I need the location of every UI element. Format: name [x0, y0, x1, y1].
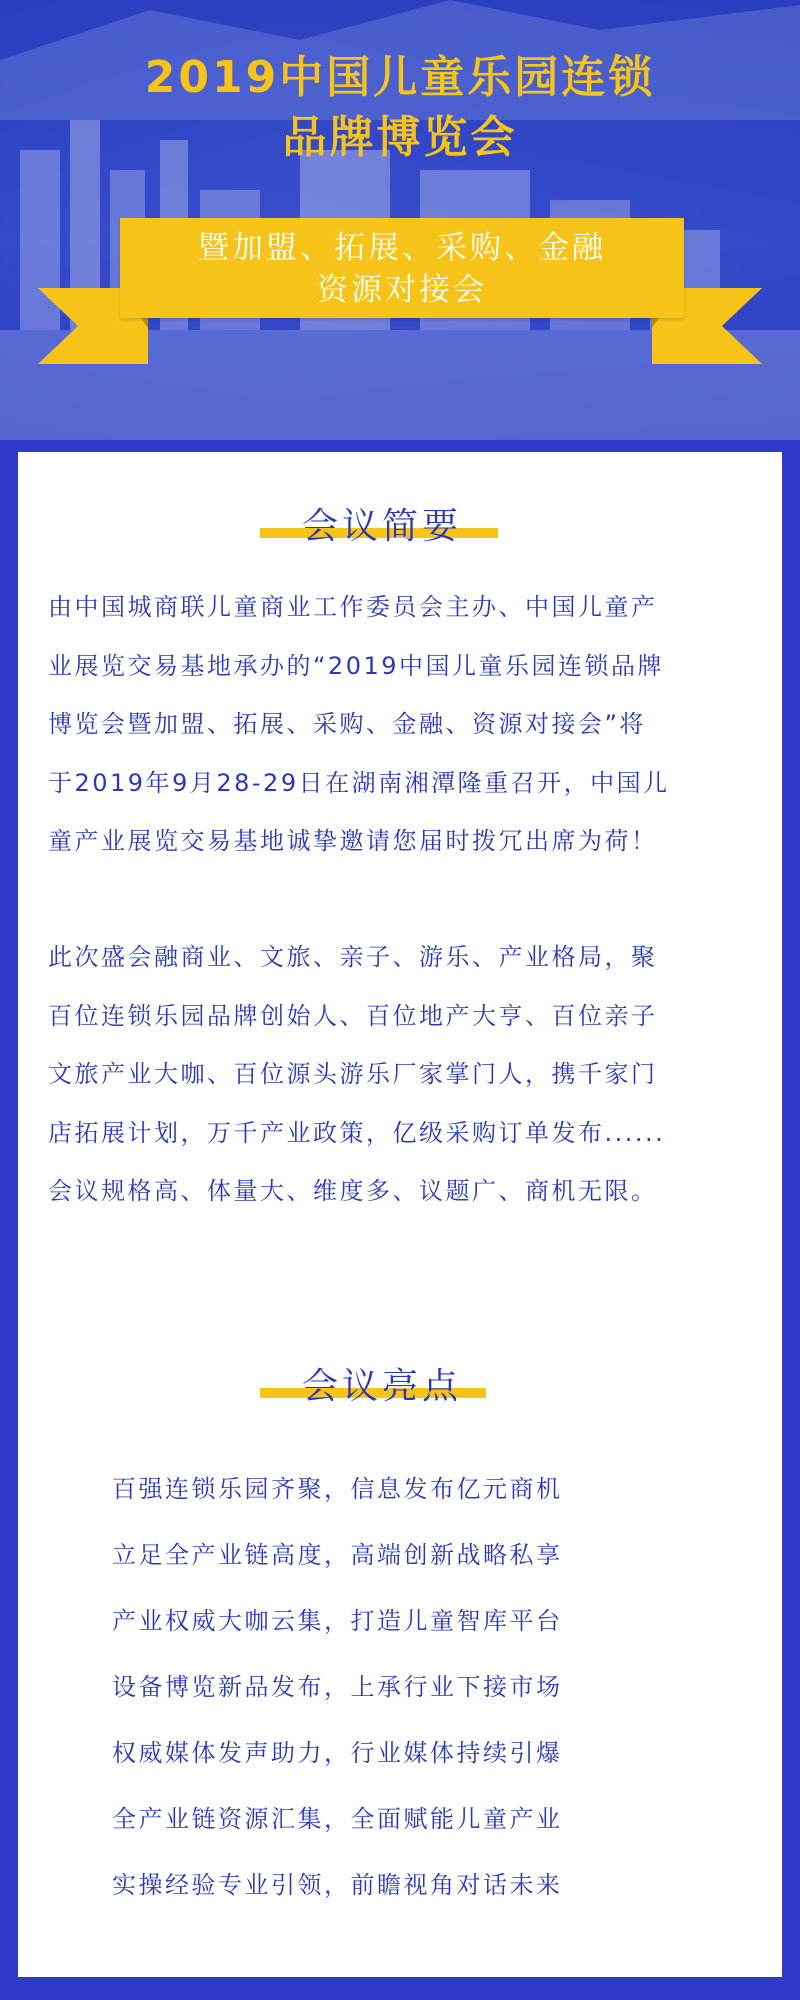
intro-heading-text: 会议简要 [301, 506, 462, 547]
highlight-item: 百强连锁乐园齐聚，信息发布亿元商机 [112, 1475, 563, 1503]
highlight-item: 产业权威大咖云集，打造儿童智库平台 [112, 1607, 563, 1635]
intro-paragraph-1 [48, 578, 738, 871]
highlights-section-heading [0, 1362, 764, 1412]
highlight-item: 实操经验专业引领，前瞻视角对话未来 [112, 1871, 563, 1899]
paragraph-line: 于2019年9月28-29日在湖南湘潭隆重召开，中国儿 [48, 768, 670, 797]
header-banner [0, 0, 800, 440]
highlights-list [112, 1456, 672, 1918]
intro-section-heading [0, 502, 764, 552]
paragraph-line: 博览会暨加盟、拓展、采购、金融、资源对接会”将 [48, 710, 646, 738]
paragraph-line: 由中国城商联儿童商业工作委员会主办、中国儿童产 [48, 593, 658, 621]
paragraph-line: 童产业展览交易基地诚挚邀请您届时拨冗出席为荷！ [48, 827, 658, 855]
paragraph-line: 业展览交易基地承办的“2019中国儿童乐园连锁品牌 [48, 651, 665, 680]
main-title-line2: 品牌博览会 [282, 112, 518, 163]
highlight-item: 全产业链资源汇集，全面赋能儿童产业 [112, 1805, 563, 1833]
paragraph-line: 此次盛会融商业、文旅、亲子、游乐、产业格局，聚 [48, 943, 658, 971]
highlights-heading-text: 会议亮点 [301, 1366, 462, 1407]
highlight-item: 权威媒体发声助力，行业媒体持续引爆 [112, 1739, 563, 1767]
paragraph-line: 店拓展计划，万千产业政策，亿级采购订单发布...... [48, 1118, 666, 1147]
ribbon-text-line2: 资源对接会 [317, 272, 487, 308]
highlight-item: 立足全产业链高度，高端创新战略私享 [112, 1541, 563, 1569]
main-title-line1: 2019中国儿童乐园连锁 [144, 52, 656, 103]
paragraph-line: 文旅产业大咖、百位源头游乐厂家掌门人，携千家门 [48, 1060, 658, 1088]
ribbon-text-line1: 暨加盟、拓展、采购、金融 [198, 230, 606, 266]
intro-paragraph-2 [48, 928, 738, 1221]
highlight-item: 设备博览新品发布，上承行业下接市场 [112, 1673, 563, 1701]
paragraph-line: 百位连锁乐园品牌创始人、百位地产大亨、百位亲子 [48, 1001, 658, 1030]
subtitle-ribbon [120, 218, 684, 318]
paragraph-line: 会议规格高、体量大、维度多、议题广、商机无限。 [48, 1177, 658, 1205]
